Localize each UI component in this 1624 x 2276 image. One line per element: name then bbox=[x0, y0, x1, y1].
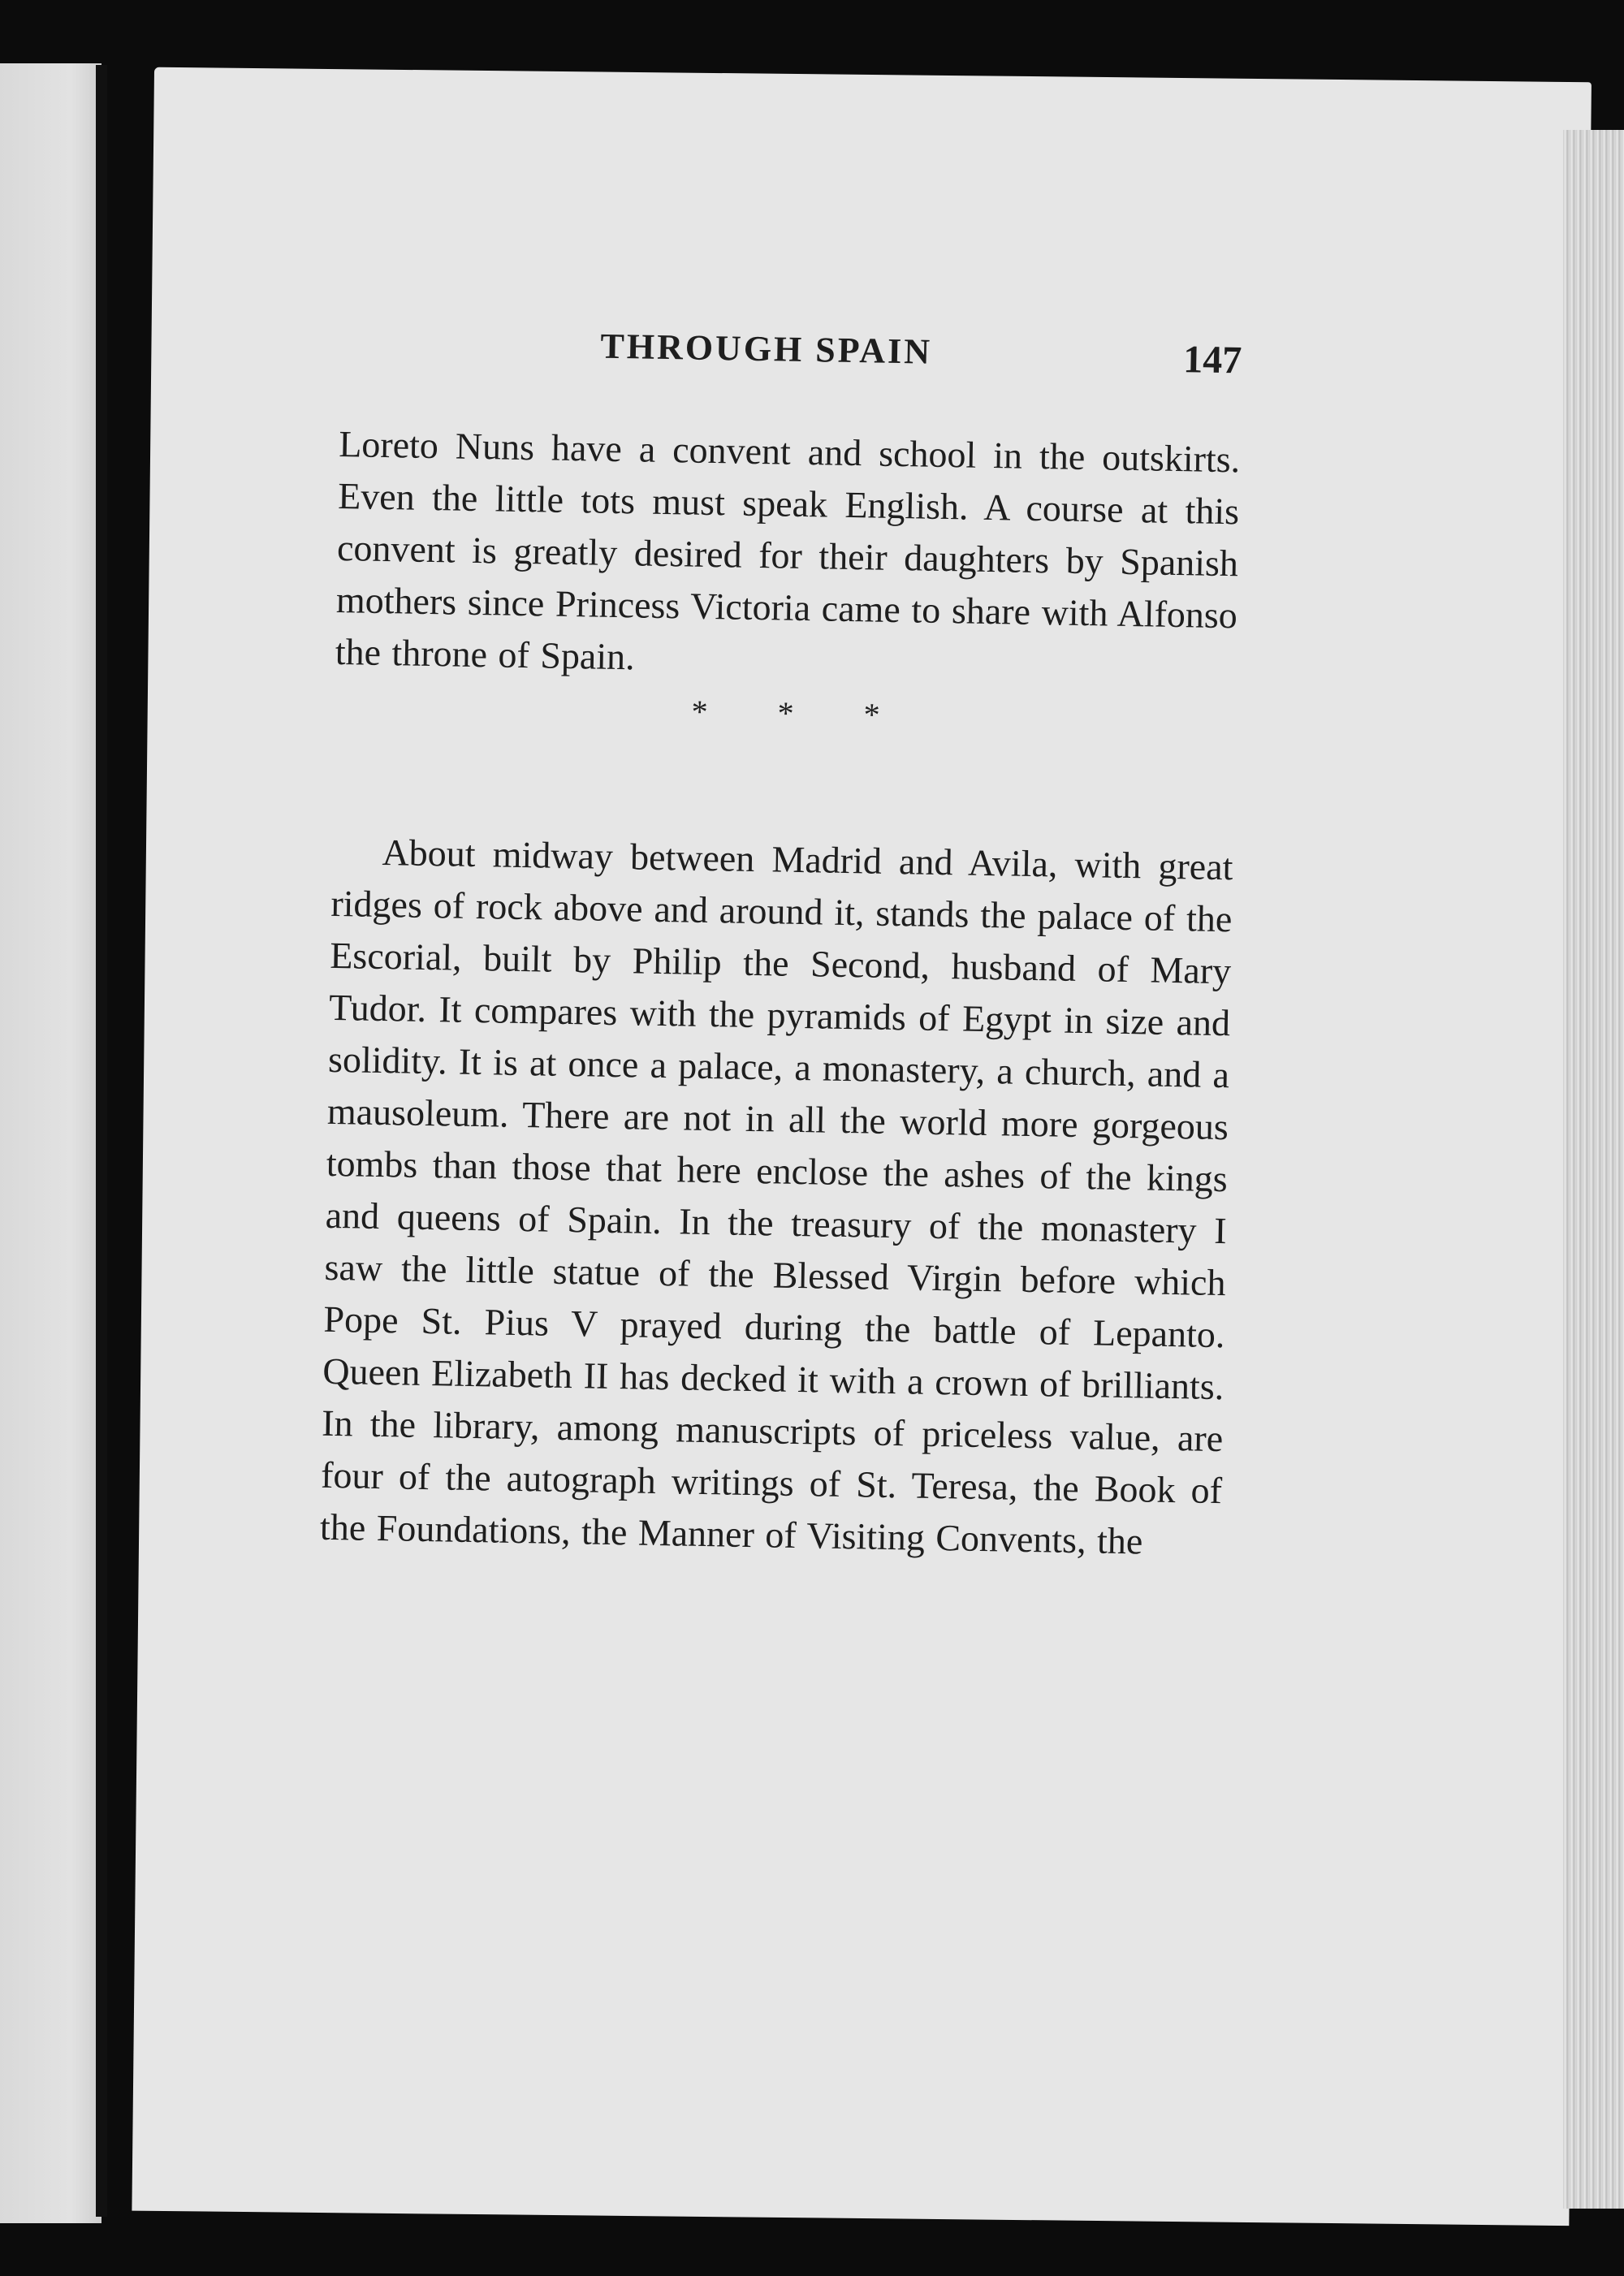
section-break: * * * bbox=[691, 693, 912, 734]
page-header bbox=[339, 321, 1242, 434]
facing-page-edge bbox=[0, 63, 102, 2223]
paragraph-1: Loreto Nuns have a convent and school in the outskirts. Even the little tots must speak English. A course at this convent is greatly desired for their daughters by Spanish mothers since Princess Victoria came to share with Alfonso the throne of Spain. bbox=[335, 422, 1241, 678]
paragraph-2: About midway between Madrid and Avila, with great ridges of rock above and around it, stands the palace of the Escorial, built by Philip the Second, husband of Mary Tudor. It compares with the pyramids of Egypt in size and solidity. It is at once a palace, a monastery, a church, and a mausoleum. There are not in all the world more gorgeous tombs than those that here enclose the ashes of the kings and queens of Spain. In the treasury of the monastery I saw the little statue of the Blessed Virgin before which Pope St. Pius V prayed during the battle of Lepanto. Queen Elizabeth II has decked it with a crown of brilliants. In the library, among manuscripts of priceless value, are four of the autograph writings of St. Teresa, the Book of the Foundations, the Manner of Visiting Convents, the bbox=[319, 831, 1233, 1562]
page-stack-edge bbox=[1563, 130, 1624, 2209]
gutter-shadow bbox=[96, 65, 107, 2217]
running-head: THROUGH SPAIN bbox=[600, 326, 933, 372]
page-text-block bbox=[320, 321, 1242, 1569]
page-number: 147 bbox=[1182, 338, 1242, 382]
